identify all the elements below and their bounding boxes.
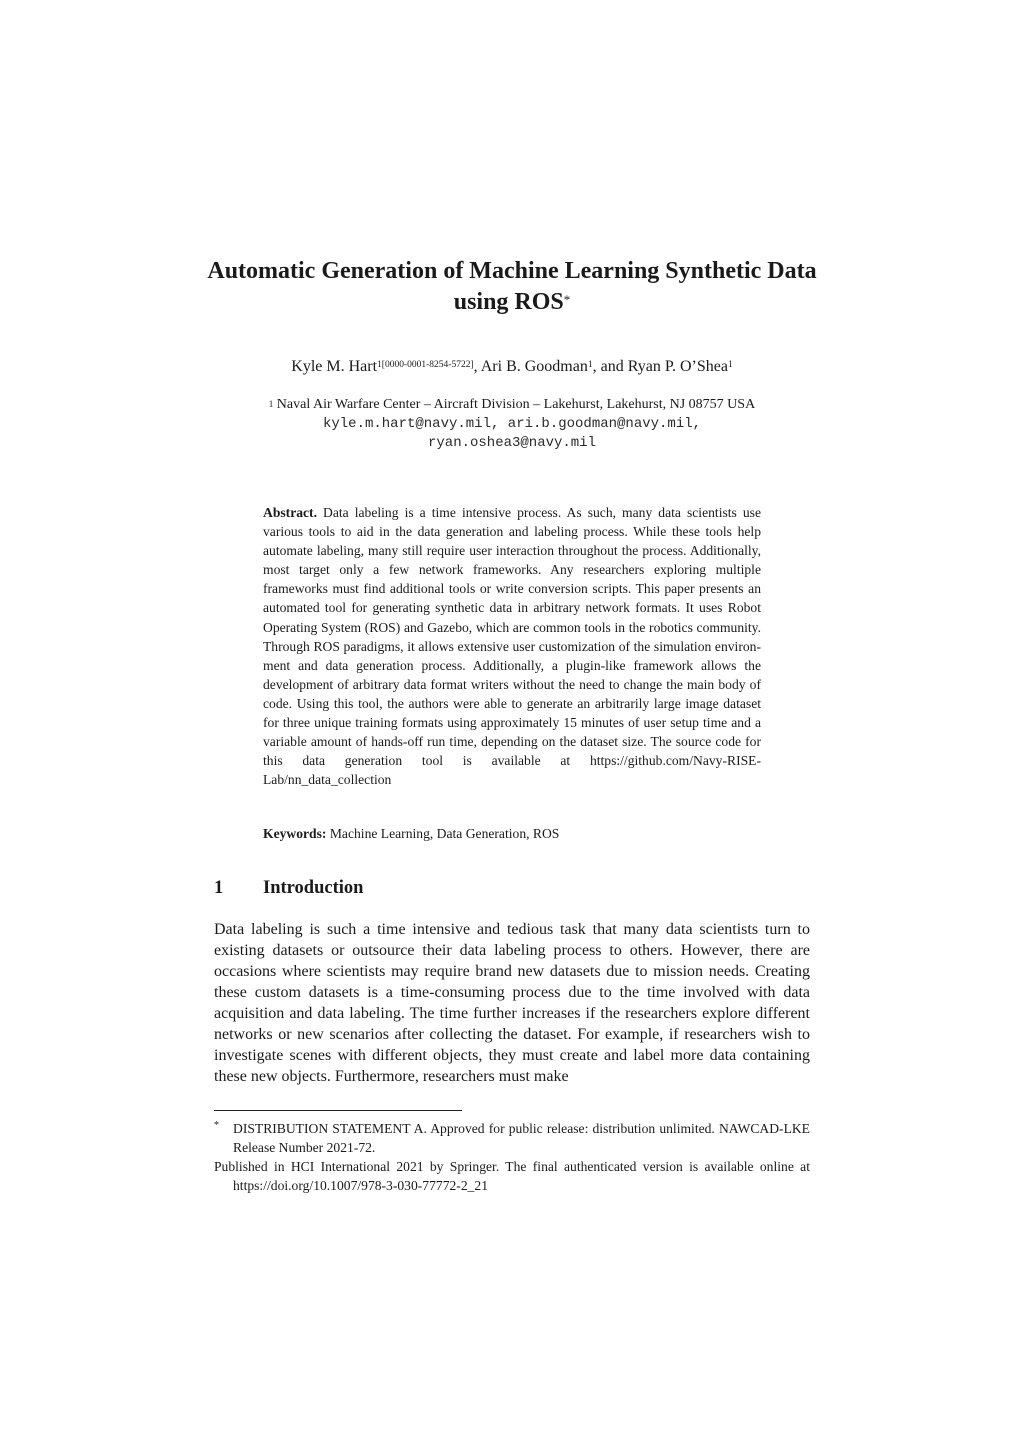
footnote-distribution [214, 1120, 810, 1157]
author-emails: kyle.m.hart@navy.mil, ari.b.goodman@navy.mil, ryan.oshea3@navy.mil [322, 416, 702, 451]
footnote-text: DISTRIBUTION STATEMENT A. Approved for public release: distribution unlimited. NAWCAD-LKE Release Number 2021-72. [233, 1121, 810, 1155]
abstract-label: Abstract. [263, 505, 317, 520]
section-number: 1 [214, 878, 224, 898]
paper-title [180, 256, 844, 318]
author-separator: , and [592, 358, 628, 375]
author-separator: , [473, 358, 481, 375]
paper-title-text: Automatic Generation of Machine Learning Synthetic Data using ROS [207, 258, 817, 315]
abstract [263, 503, 761, 789]
footnotes [214, 1120, 810, 1195]
affiliation-mark: 1 [268, 399, 274, 409]
affiliation-block [150, 396, 874, 453]
author-name: Kyle M. Hart [291, 358, 378, 375]
footnote-mark: * [214, 1120, 219, 1131]
author-list [150, 356, 874, 378]
footnote-publication [214, 1158, 810, 1195]
section-title: Introduction [263, 878, 364, 898]
introduction-paragraph: Data labeling is such a time intensive and tedious task that many data scientists turn to existing datasets or outsource their data labeling process to others. However, there are occasions where scientists may require brand new datasets due to mission needs. Creating these custom datasets is a time-consuming process due to the time involved with data acquisition and data labeling. The time further increases if the researchers explore different networks or new scenarios after collecting the dataset. For example, if researchers wish to investigate scenes with different objects, they must create and label more data containing these new objects. Furthermore, researchers must make [214, 921, 810, 1085]
author-affiliation-mark: 1 [587, 360, 593, 370]
abstract-text: Data labeling is a time intensive process. As such, many data scientists use various tools to aid in the data generation and labeling process. While these tools help automate labeling, many still require user interaction throughout the process. Additionally, most target only a few network frameworks. Any researchers exploring multiple frameworks must find additional tools or write conversion scripts. This paper presents an automated tool for generating synthetic data in arbitrary network formats. It uses Robot Operating System (ROS) and Gazebo, which are common tools in the robotics community. Through ROS paradigms, it allows extensive user customization of the simulation environment and data generation process. Additionally, a plugin-like framework allows the development of arbitrary data format writers without the need to change the main body of code. Using this tool, the authors were able to generate an arbitrarily large image dataset for three unique training formats using approximately 15 minutes of user setup time and a variable amount of hands-off run time, depending on the dataset size. The source code for this data generation tool is available at https://github.com/Navy-RISE-Lab/nn_data_collection [263, 505, 761, 788]
affiliation-line [150, 396, 874, 414]
footnote-divider [214, 1110, 462, 1111]
keywords-label: Keywords: [263, 826, 327, 841]
affiliation-text: Naval Air Warfare Center – Aircraft Division – Lakehurst, Lakehurst, NJ 08757 USA [276, 397, 756, 412]
author-affiliation-mark: 1 [727, 360, 733, 370]
keywords-text: Machine Learning, Data Generation, ROS [329, 826, 560, 841]
author-affiliation-mark: 1[0000-0001-8254-5722] [377, 360, 474, 370]
keywords [263, 824, 761, 843]
title-footnote-mark: * [563, 292, 571, 307]
author-name: Ari B. Goodman [480, 358, 588, 375]
author-name: Ryan P. O’Shea [627, 358, 728, 375]
footnote-text: Published in HCI International 2021 by Springer. The final authenticated version is available online at https://doi.org/10.1007/978-3-030-77772-2_21 [214, 1159, 810, 1193]
section-heading [214, 876, 363, 900]
